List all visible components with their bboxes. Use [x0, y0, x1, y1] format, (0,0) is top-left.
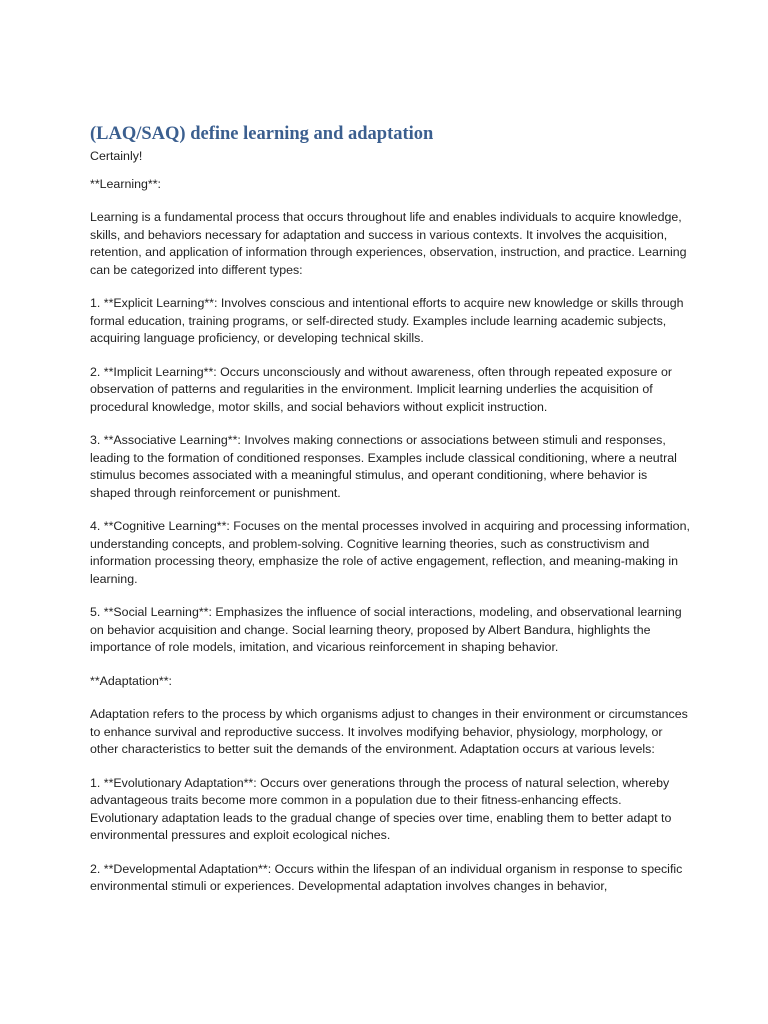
learning-type-2: 2. **Implicit Learning**: Occurs unconsciously and without awareness, often through repeated exposure or observation of patterns and regularities in the environment. Implicit learning underlies the acquisition of procedural knowledge, motor skills, and social behaviors without explicit instruction.: [90, 364, 673, 414]
intro-line: Certainly!: [90, 149, 143, 163]
adaptation-heading: **Adaptation**:: [90, 673, 172, 688]
adaptation-type-1: 1. **Evolutionary Adaptation**: Occurs over generations through the process of natural selection, whereby advantageous traits become more common in a population due to their fitness-enhancing effects. Evolutionary adaptation leads to the gradual change of species over time, enabling them to better adapt to environmental pressures and exploit ecological niches.: [90, 775, 672, 842]
document-title: (LAQ/SAQ) define learning and adaptation: [90, 124, 434, 144]
learning-type-5: 5. **Social Learning**: Emphasizes the influence of social interactions, modeling, and observational learning on behavior acquisition and change. Social learning theory, proposed by Albert Bandura, highlights the importance of role models, imitation, and vicarious reinforcement in shaping behavior.: [90, 605, 682, 654]
learning-type-3: 3. **Associative Learning**: Involves making connections or associations between stimuli and responses, leading to the formation of conditioned responses. Examples include classical conditioning, where a neutral stimulus becomes associated with a meaningful stimulus, and operant conditioning, where behavior is shaped through reinforcement or punishment.: [90, 433, 677, 500]
adaptation-paragraph: Adaptation refers to the process by which organisms adjust to changes in their environment or circumstances to enhance survival and reproductive success. It involves modifying behavior, physiology, morphology, or other characteristics to better suit the demands of the environment. Adaptation occurs at various levels:: [90, 707, 688, 756]
document-page: [90, 122, 690, 912]
adaptation-type-2: 2. **Developmental Adaptation**: Occurs within the lifespan of an individual organism in response to specific environmental stimuli or experiences. Developmental adaptation involves changes in behavior,: [90, 861, 683, 893]
learning-type-1: 1. **Explicit Learning**: Involves conscious and intentional efforts to acquire new knowledge or skills through formal education, training programs, or self-directed study. Examples include learning academic subjects, acquiring language proficiency, or developing technical skills.: [90, 296, 684, 345]
learning-heading: **Learning**:: [90, 176, 161, 191]
learning-type-4: 4. **Cognitive Learning**: Focuses on the mental processes involved in acquiring and processing information, understanding concepts, and problem-solving. Cognitive learning theories, such as constructivism and information processing theory, emphasize the role of active engagement, reflection, and meaning-making in learning.: [90, 519, 690, 586]
learning-paragraph: Learning is a fundamental process that occurs throughout life and enables individuals to acquire knowledge, skills, and behaviors necessary for adaptation and success in various contexts. It involves the acquisition, retention, and application of information through experiences, observation, instruction, and practice. Learning can be categorized into different types:: [90, 210, 687, 277]
